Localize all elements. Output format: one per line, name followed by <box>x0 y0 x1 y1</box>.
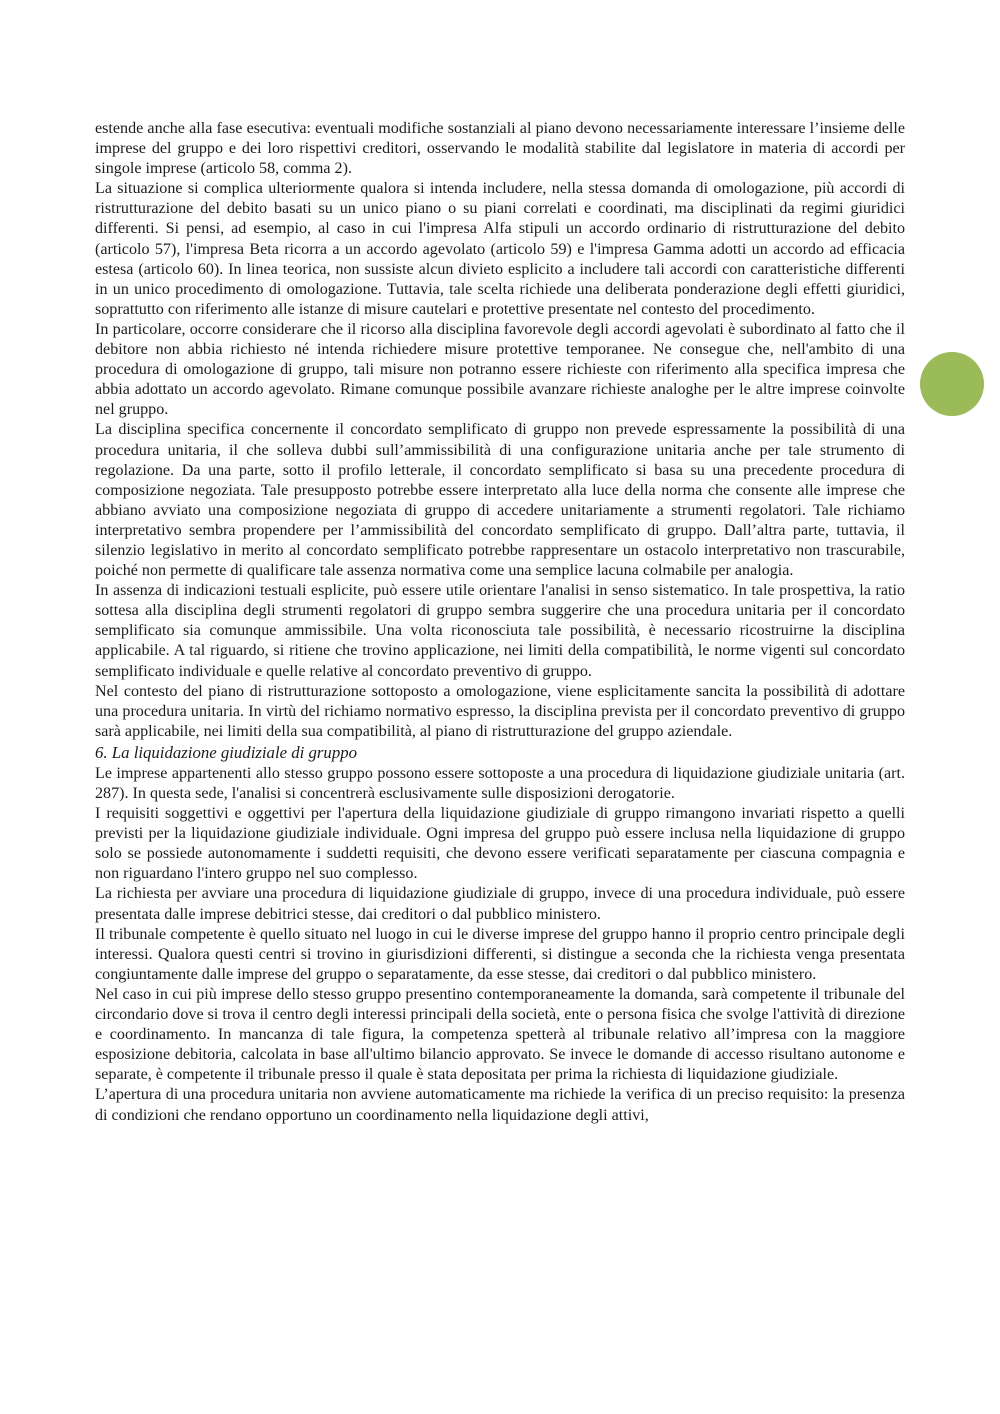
paragraph: Il tribunale competente è quello situato nel luogo in cui le diverse imprese del gruppo hanno il proprio centro principale degli interessi. Qualora questi centri si trovino in giurisdizioni differenti, si distingue a seconda che la richiesta venga presentata congiuntamente dalle imprese del gruppo o separatamente, da esse stesse, dai creditori o dal pubblico ministero. <box>95 925 905 983</box>
paragraph: La situazione si complica ulteriormente qualora si intenda includere, nella stessa domanda di omologazione, più accordi di ristrutturazione del debito basati su un unico piano o su piani correlati e coordinati, ma disciplinati da regimi giuridici differenti. Si pensi, ad esempio, al caso in cui l'impresa Alfa stipuli un accordo ordinario di ristrutturazione del debito (articolo 57), l'impresa Beta ricorra a un accordo agevolato (articolo 59) e l'impresa Gamma adotti un accordo ad efficacia estesa (articolo 60). In linea teorica, non sussiste alcun divieto esplicito a includere tali accordi con caratteristiche differenti in un unico procedimento di omologazione. Tuttavia, tale scelta richiede una deliberata ponderazione degli effetti giuridici, soprattutto con riferimento alle istanze di misure cautelari e protettive presentate nel contesto del procedimento. <box>95 180 905 318</box>
paragraph: Le imprese appartenenti allo stesso gruppo possono essere sottoposte a una procedura di liquidazione giudiziale unitaria (art. 287). In questa sede, l'analisi si concentrerà esclusivamente sulle disposizioni derogatorie. <box>95 764 905 802</box>
paragraph: I requisiti soggettivi e oggettivi per l'apertura della liquidazione giudiziale di gruppo rimangono invariati rispetto a quelli previsti per la liquidazione giudiziale individuale. Ogni impresa del gruppo può essere inclusa nella liquidazione di gruppo solo se possiede autonomamente i suddetti requisiti, che devono essere verificati separatamente per ciascuna compagnia e non riguardano l'intero gruppo nel suo complesso. <box>95 805 905 883</box>
section-heading: 6. La liquidazione giudiziale di gruppo <box>95 742 357 762</box>
paragraph: estende anche alla fase esecutiva: eventuali modifiche sostanziali al piano devono necessariamente interessare l’insieme delle imprese del gruppo e dei loro rispettivi creditori, osservando le modalità stabilite dal legislatore in materia di accordi per singole imprese (articolo 58, comma 2). <box>95 120 905 178</box>
paragraph: Nel caso in cui più imprese dello stesso gruppo presentino contemporaneamente la domanda, sarà competente il tribunale del circondario dove si trova il centro degli interessi principali della società, ente o persona fisica che svolge l'attività di direzione e coordinamento. In mancanza di tale figura, la competenza spetterà al tribunale relativo all’impresa con la maggiore esposizione debitoria, calcolata in base all'ultimo bilancio approvato. Se invece le domande di accesso risultano autonome e separate, è competente il tribunale presso il quale è stata depositata per prima la richiesta di liquidazione giudiziale. <box>95 985 905 1084</box>
paragraph: Nel contesto del piano di ristrutturazione sottoposto a omologazione, viene esplicitamente sancita la possibilità di adottare una procedura unitaria. In virtù del richiamo normativo espresso, la disciplina prevista per il concordato preventivo di gruppo sarà applicabile, nei limiti della sua compatibilità, al piano di ristrutturazione del gruppo aziendale. <box>95 682 905 740</box>
paragraph: La disciplina specifica concernente il concordato semplificato di gruppo non prevede espressamente la possibilità di una procedura unitaria, il che solleva dubbi sull’ammissibilità di una configurazione unitaria anche per tale strumento di regolazione. Da una parte, sotto il profilo letterale, il concordato semplificato si basa su una precedente procedura di composizione negoziata. Tale presupposto potrebbe essere interpretato alla luce della norma che consente alle imprese che abbiano avviato una composizione negoziata di gruppo di accedere unitariamente a strumenti regolatori. Tale richiamo interpretativo sembra propendere per l’ammissibilità del concordato semplificato di gruppo. Dall’altra parte, tuttavia, il silenzio legislativo in merito al concordato semplificato potrebbe rappresentare un ostacolo interpretativo non trascurabile, poiché non permette di qualificare tale assenza normativa come una semplice lacuna colmabile per analogia. <box>95 421 905 580</box>
paragraph: L’apertura di una procedura unitaria non avviene automaticamente ma richiede la verifica di un preciso requisito: la presenza di condizioni che rendano opportuno un coordinamento nella liquidazione degli attivi, <box>95 1086 905 1124</box>
paragraph: In particolare, occorre considerare che il ricorso alla disciplina favorevole degli accordi agevolati è subordinato al fatto che il debitore non abbia richiesto né intenda richiedere misure protettive temporanee. Ne consegue che, nell'ambito di una procedura di omologazione di gruppo, tali misure non potranno essere richieste con riferimento alla specifica impresa che abbia adottato un accordo agevolato. Rimane comunque possibile avanzare richieste analoghe per le altre imprese coinvolte nel gruppo. <box>95 320 905 419</box>
paragraph: La richiesta per avviare una procedura di liquidazione giudiziale di gruppo, invece di una procedura individuale, può essere presentata dalle imprese debitrici stesse, dai creditori o dal pubblico ministero. <box>95 885 905 923</box>
decorative-green-circle <box>920 352 984 416</box>
paragraph: In assenza di indicazioni testuali esplicite, può essere utile orientare l'analisi in senso sistematico. In tale prospettiva, la ratio sottesa alla disciplina degli strumenti regolatori di gruppo sembra suggerire che una procedura unitaria per il concordato semplificato sia comunque ammissibile. Una volta riconosciuta tale possibilità, è necessario ricostruirne la disciplina applicabile. A tal riguardo, si ritiene che trovino applicazione, nei limiti della compatibilità, le norme vigenti sul concordato semplificato individuale e quelle relative al concordato preventivo di gruppo. <box>95 582 905 680</box>
document-page <box>95 119 905 1126</box>
